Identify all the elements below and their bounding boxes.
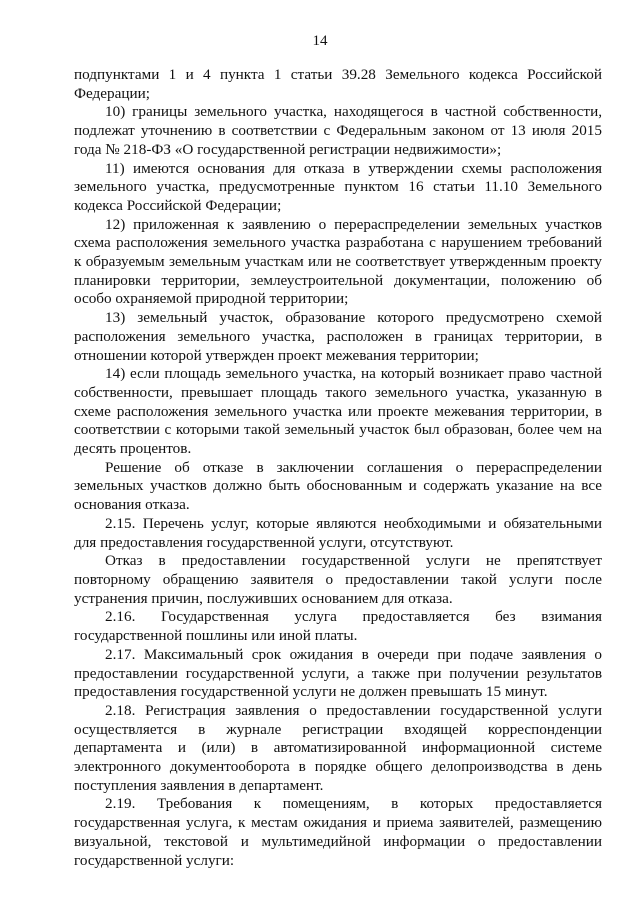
paragraph-item-12: 12) приложенная к заявлению о перераспределении земельных участков схема расположения земельного участка разработана с нарушением требований к образуемым земельным участкам или не соответствует утвержденным проекту планировки территории, землеустроительной документации, положению об особо охраняемой природной территории; bbox=[74, 215, 602, 308]
document-body bbox=[74, 66, 602, 870]
paragraph-continuation: подпунктами 1 и 4 пункта 1 статьи 39.28 Земельного кодекса Российской Федерации; bbox=[74, 66, 602, 102]
paragraph-item-13: 13) земельный участок, образование которого предусмотрено схемой расположения земельного участка, расположен в границах территории, в отношении которой утвержден проект межевания территории; bbox=[74, 309, 602, 364]
paragraph-section-2-19: 2.19. Требования к помещениям, в которых предоставляется государственная услуга, к местам ожидания и приема заявителей, размещению визуальной, текстовой и мультимедийной информации о предоставлении государственной услуги: bbox=[74, 795, 602, 869]
paragraph-section-2-17: 2.17. Максимальный срок ожидания в очереди при подаче заявления о предоставлении государственной услуги, а также при получении результатов предоставления государственной услуги не должен превышать 15 минут. bbox=[74, 645, 602, 701]
paragraph-item-11: 11) имеются основания для отказа в утверждении схемы расположения земельного участка, предусмотренные пунктом 16 статьи 11.10 Земельного кодекса Российской Федерации; bbox=[74, 159, 602, 214]
paragraph-item-10: 10) границы земельного участка, находящегося в частной собственности, подлежат уточнению в соответствии с Федеральным законом от 13 июля 2015 года № 218-ФЗ «О государственной регистрации недвижимости»; bbox=[74, 103, 602, 158]
paragraph-section-2-15: 2.15. Перечень услуг, которые являются необходимыми и обязательными для предоставления государственной услуги, отсутствуют. bbox=[74, 514, 602, 551]
paragraph-section-2-16: 2.16. Государственная услуга предоставляется без взимания государственной пошлины или иной платы. bbox=[74, 608, 602, 645]
paragraph-refusal-note: Отказ в предоставлении государственной услуги не препятствует повторному обращению заявителя о предоставлении такой услуги после устранения причин, послуживших основанием для отказа. bbox=[74, 552, 602, 607]
page-number: 14 bbox=[312, 33, 328, 49]
paragraph-section-2-18: 2.18. Регистрация заявления о предоставлении государственной услуги осуществляется в журнале регистрации входящей корреспонденции департамента и (или) в автоматизированной информационной системе электронного документооборота в порядке общего делопроизводства в день поступления заявления в департамент. bbox=[74, 701, 602, 794]
paragraph-item-14: 14) если площадь земельного участка, на который возникает право частной собственности, превышает площадь такого земельного участка, указанную в схеме расположения земельного участка или проекте межевания территории, в соответствии с которыми такой земельный участок был образован, более чем на десять процентов. bbox=[74, 365, 602, 458]
paragraph-refusal-decision: Решение об отказе в заключении соглашения о перераспределении земельных участков должно быть обоснованным и содержать указание на все основания отказа. bbox=[74, 458, 602, 514]
